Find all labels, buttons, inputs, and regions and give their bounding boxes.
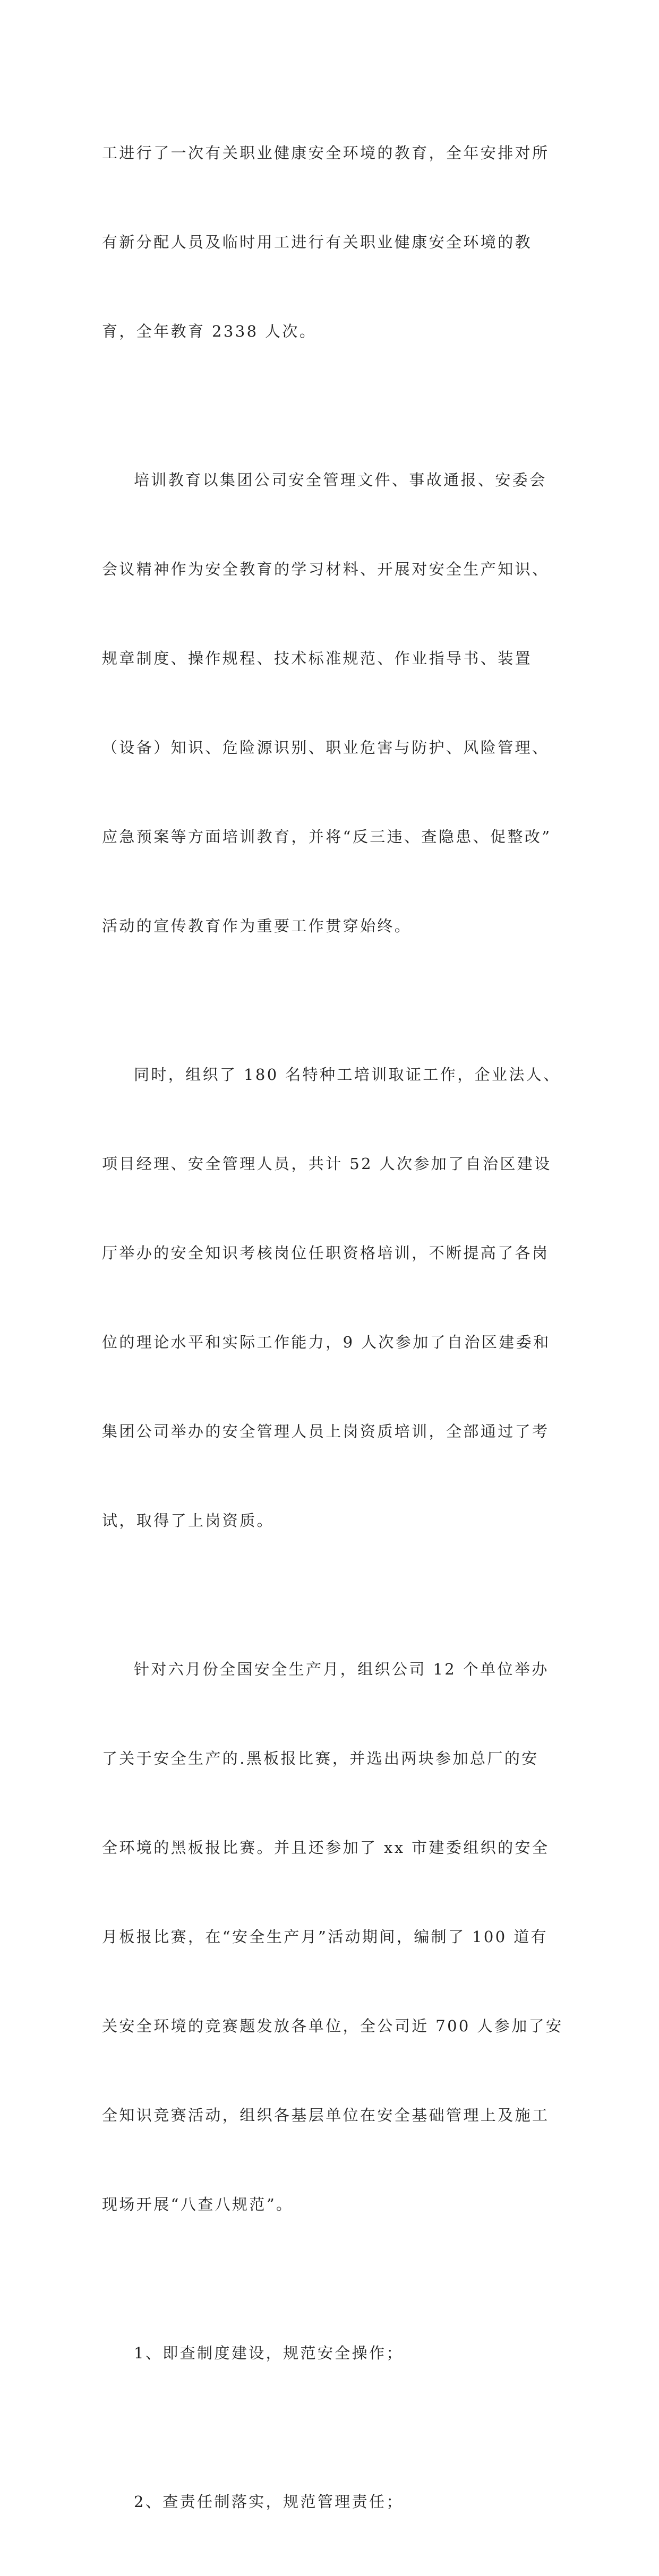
list-item-2 (102, 2427, 569, 2576)
text-line: 厅举办的安全知识考核岗位任职资格培训，不断提高了各岗 (102, 1244, 550, 1262)
text-line: 位的理论水平和实际工作能力，9 人次参加了自治区建委和 (102, 1333, 551, 1351)
text-line: 1、即查制度建设，规范安全操作； (134, 2344, 404, 2362)
text-line: 现场开展“八查八规范”。 (102, 2195, 294, 2213)
paragraph-certification-training (102, 1000, 569, 1595)
text-line: 针对六月份全国安全生产月，组织公司 12 个单位举办 (134, 1660, 549, 1678)
text-line: 同时，组织了 180 名特种工培训取证工作，企业法人、 (134, 1066, 561, 1084)
text-line: 2、查责任制落实，规范管理责任； (134, 2493, 404, 2511)
text-line: 试，取得了上岗资质。 (102, 1512, 275, 1530)
document-page (102, 79, 569, 2576)
list-item-1 (102, 2279, 569, 2427)
text-line: 关安全环境的竞赛题发放各单位，全公司近 700 人参加了安 (102, 2017, 563, 2035)
text-line: 规章制度、操作规程、技术标准规范、作业指导书、装置 (102, 649, 533, 667)
text-line: 项目经理、安全管理人员，共计 52 人次参加了自治区建设 (102, 1155, 552, 1173)
text-line: 活动的宣传教育作为重要工作贯穿始终。 (102, 917, 412, 935)
text-line: 全环境的黑板报比赛。并且还参加了 xx 市建委组织的安全 (102, 1839, 550, 1857)
text-line: 工进行了一次有关职业健康安全环境的教育，全年安排对所 (102, 144, 550, 162)
text-line: 会议精神作为安全教育的学习材料、开展对安全生产知识、 (102, 560, 550, 578)
text-line: 集团公司举办的安全管理人员上岗资质培训，全部通过了考 (102, 1422, 550, 1440)
text-line: 了关于安全生产的.黑板报比赛，并选出两块参加总厂的安 (102, 1749, 539, 1767)
text-line: 应急预案等方面培训教育，并将“反三违、查隐患、促整改” (102, 828, 552, 846)
paragraph-training-content (102, 406, 569, 1000)
text-line: 月板报比赛，在“安全生产月”活动期间，编制了 100 道有 (102, 1928, 549, 1946)
text-line: 育，全年教育 2338 人次。 (102, 322, 317, 340)
paragraph-safety-month (102, 1595, 569, 2279)
text-line: 全知识竞赛活动，组织各基层单位在安全基础管理上及施工 (102, 2106, 550, 2124)
paragraph-education-summary (102, 79, 569, 406)
text-line: 培训教育以集团公司安全管理文件、事故通报、安委会 (134, 471, 547, 489)
text-line: （设备）知识、危险源识别、职业危害与防护、风险管理、 (102, 739, 550, 757)
text-line: 有新分配人员及临时用工进行有关职业健康安全环境的教 (102, 233, 533, 251)
